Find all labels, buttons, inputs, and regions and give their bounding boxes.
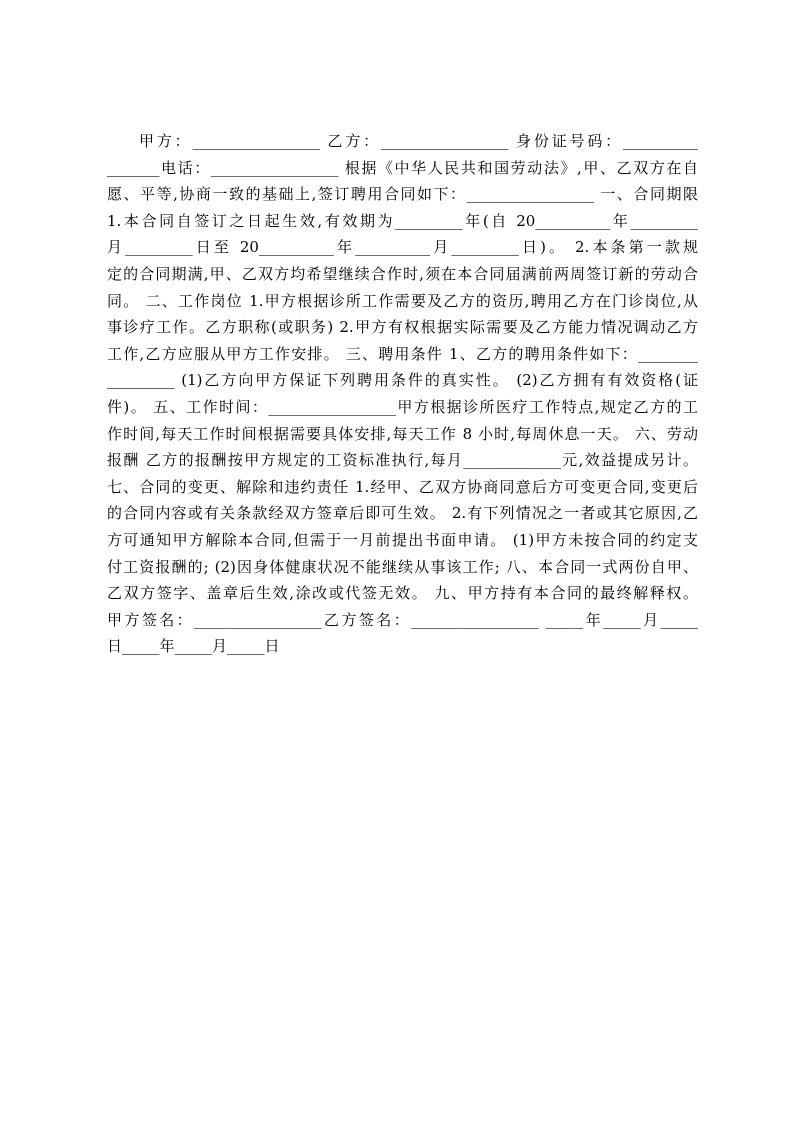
signature-line: 甲方签名：_________________乙方签名：_________________ _____年_____月_____ [107,610,698,629]
contract-line: 七、合同的变更、解除和违约责任 1.经甲、乙双方协商同意后方可变更合同,变更后 [107,477,698,496]
contract-line: 月_________日至 20__________年__________月_________日)。 2.本条第一款规 [107,238,698,257]
contract-line: 作时间,每天工作时间根据需要具体安排,每天工作 8 小时,每周休息一天。 六、劳动 [107,424,698,443]
contract-line: _________ (1)乙方向甲方保证下列聘用条件的真实性。 (2)乙方拥有有效资格(证 [107,371,698,390]
contract-line: 甲方：_________________ 乙方：_________________ 身份证号码：__________ [139,132,698,150]
contract-line: 付工资报酬的; (2)因身体健康状况不能继续从事该工作; 八、本合同一式两份自甲、 [107,557,698,576]
contract-line: 方可通知甲方解除本合同,但需于一月前提出书面申请。 (1)甲方未按合同的约定支 [107,530,698,549]
contract-line: _______电话：_________________ 根据《中华人民共和国劳动法》,甲、乙双方在自 [107,158,698,177]
contract-line: 定的合同期满,甲、乙双方均希望继续合作时,须在本合同届满前两周签订新的劳动合 [107,264,698,283]
contract-line: 乙双方签字、盖章后生效,涂改或代签无效。 九、甲方持有本合同的最终解释权。 [107,584,698,603]
contract-line: 1.本合同自签订之日起生效,有效期为_________年(自 20__________年_________ [107,211,698,230]
contract-line: 的合同内容或有关条款经双方签章后即可生效。 2.有下列情况之一者或其它原因,乙 [107,504,698,523]
contract-line: 同。 二、工作岗位 1.甲方根据诊所工作需要及乙方的资历,聘用乙方在门诊岗位,从 [107,291,698,310]
contract-body-text [107,128,698,660]
contract-line: 愿、平等,协商一致的基础上,签订聘用合同如下：_________________ 一、合同期限 [107,185,698,204]
contract-line: 事诊疗工作。乙方职称(或职务) 2.甲方有权根据实际需要及乙方能力情况调动乙方 [107,318,698,337]
contract-line: 报酬 乙方的报酬按甲方规定的工资标准执行,每月_____________元,效益提成另计。 [107,451,698,470]
contract-line: 件)。 五、工作时间：_________________甲方根据诊所医疗工作特点,规定乙方的工 [107,397,698,416]
contract-line: 工作,乙方应服从甲方工作安排。 三、聘用条件 1、乙方的聘用条件如下：________ [107,344,698,363]
signature-date-line: 日_____年_____月_____日 [107,637,280,656]
